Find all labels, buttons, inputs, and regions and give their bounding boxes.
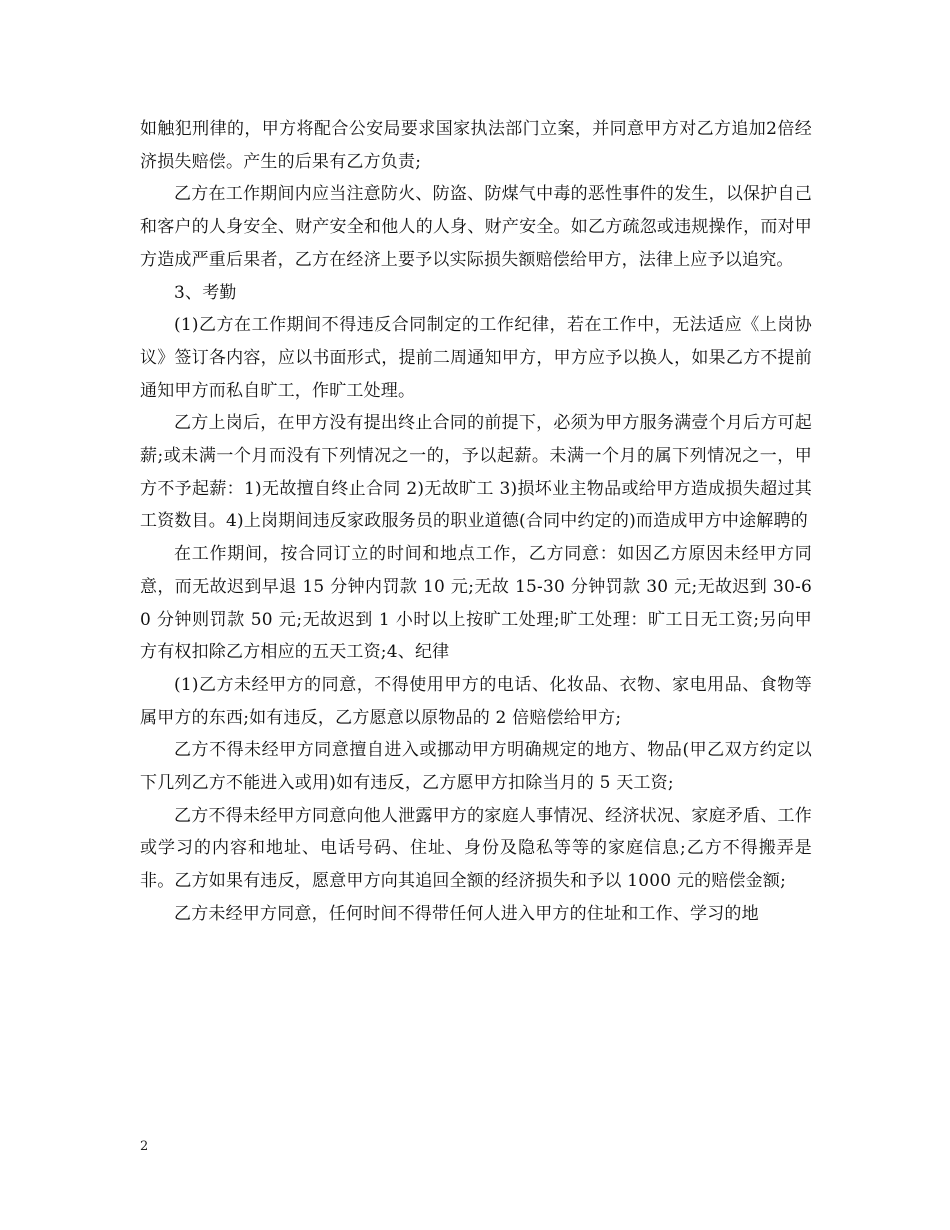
page-number: 2 xyxy=(140,1139,149,1154)
paragraph-salary-start: 乙方上岗后，在甲方没有提出终止合同的前提下，必须为甲方服务满壹个月后方可起薪;或未满一个月而没有下列情况之一的，予以起薪。未满一个月的属下列情况之一，甲方不予起薪：1)无故擅自终止合同 2)无故旷工 3)损坏业主物品或给甲方造成损失超过其工资数目。4)上岗期间违反家政服务员的职业道德(合同中约定的)而造成甲方中途解聘的 xyxy=(140,413,812,532)
paragraph-visitors: 乙方未经甲方同意，任何时间不得带任何人进入甲方的住址和工作、学习的地 xyxy=(174,903,759,924)
paragraph-criminal-liability: 如触犯刑律的，甲方将配合公安局要求国家执法部门立案，并同意甲方对乙方追加2倍经济损失赔偿。产生的后果有乙方负责; xyxy=(140,119,812,172)
paragraph-confidentiality: 乙方不得未经甲方同意向他人泄露甲方的家庭人事情况、经济状况、家庭矛盾、工作或学习的内容和地址、电话号码、住址、身份及隐私等等的家庭信息;乙方不得搬弄是非。乙方如果有违反，愿意甲方向其追回全额的经济损失和予以 1000 元的赔偿金额; xyxy=(140,805,812,892)
section-heading-attendance: 3、考勤 xyxy=(174,282,237,303)
paragraph-use-of-property: (1)乙方未经甲方的同意，不得使用甲方的电话、化妆品、衣物、家电用品、食物等属甲方的东西;如有违反，乙方愿意以原物品的 2 倍赔偿给甲方; xyxy=(140,674,812,728)
paragraph-work-discipline: (1)乙方在工作期间不得违反合同制定的工作纪律，若在工作中，无法适应《上岗协议》签订各内容，应以书面形式，提前二周通知甲方，甲方应予以换人，如果乙方不提前通知甲方而私自旷工，作旷工处理。 xyxy=(140,315,812,401)
paragraph-restricted-areas: 乙方不得未经甲方同意擅自进入或挪动甲方明确规定的地方、物品(甲乙双方约定以下几列乙方不能进入或用)如有违反，乙方愿甲方扣除当月的 5 天工资; xyxy=(140,740,812,794)
document-body xyxy=(140,113,812,931)
paragraph-lateness-penalty: 在工作期间，按合同订立的时间和地点工作，乙方同意：如因乙方原因未经甲方同意，而无故迟到早退 15 分钟内罚款 10 元;无故 15-30 分钟罚款 30 元;无故迟到 30-60 分钟则罚款 50 元;无故迟到 1 小时以上按旷工处理;旷工处理：旷工日无工资;另向甲方有权扣除乙方相应的五天工资;4、纪律 xyxy=(140,544,812,663)
paragraph-safety: 乙方在工作期间内应当注意防火、防盗、防煤气中毒的恶性事件的发生，以保护自己和客户的人身安全、财产安全和他人的人身、财产安全。如乙方疏忽或违规操作，而对甲方造成严重后果者，乙方在经济上要予以实际损失额赔偿给甲方，法律上应予以追究。 xyxy=(140,184,812,270)
